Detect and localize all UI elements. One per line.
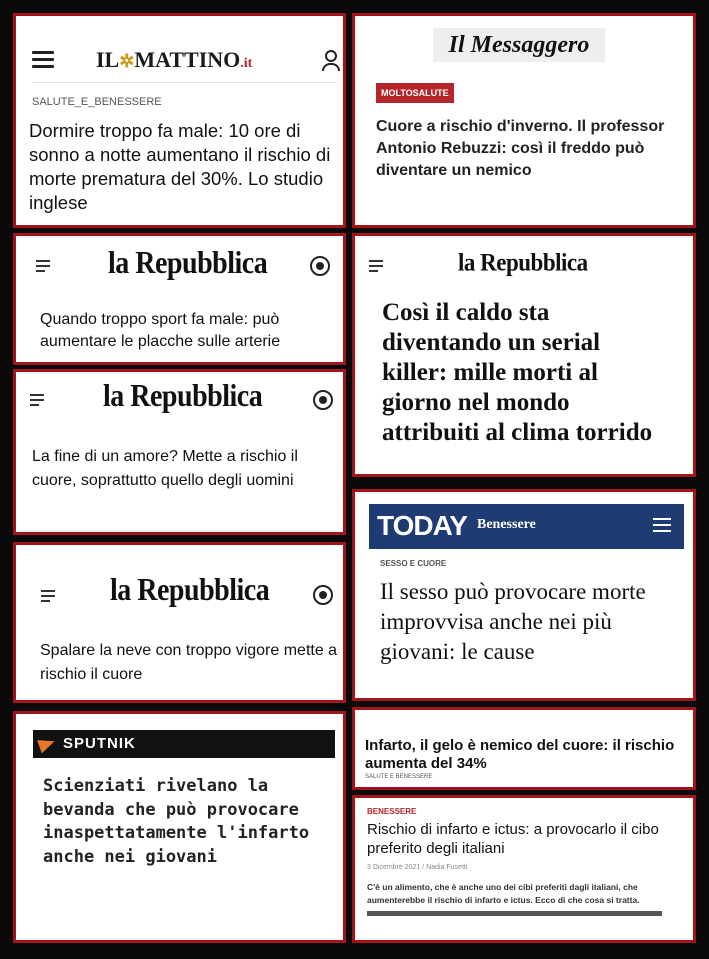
lead-text: C'è un alimento, che è anche uno dei cibi preferiti dagli italiani, che aumenterebbe il rischio di infarto e ictus. Ecco di che cosa si tratta. (367, 882, 640, 905)
menu-icon[interactable] (653, 518, 671, 532)
headline[interactable]: Il sesso può provocare morte improvvisa anche nei più giovani: le cause (380, 579, 646, 664)
messaggero-logo: Il Messaggero (433, 28, 605, 62)
headline[interactable]: Così il caldo sta diventando un serial killer: mille morti al giorno nel mondo attribuiti al clima torrido (382, 299, 653, 446)
today-panel[interactable] (352, 489, 696, 701)
repubblica-panel-2[interactable] (352, 233, 696, 477)
sputnik-panel[interactable] (13, 711, 346, 943)
moltosalute-badge: MOLTOSALUTE (376, 83, 454, 103)
gelo-panel[interactable] (352, 707, 696, 790)
account-icon[interactable] (310, 256, 330, 276)
headline[interactable]: Dormire troppo fa male: 10 ore di sonno a notte aumentano il rischio di morte prematura del 30%. Lo studio inglese (29, 120, 331, 213)
mattino-panel[interactable] (13, 13, 346, 228)
user-icon[interactable] (322, 50, 340, 70)
repubblica-panel-4[interactable] (13, 542, 346, 703)
sputnik-logo: SPUTNIK (63, 735, 136, 752)
sputnik-header (33, 730, 335, 758)
repubblica-logo: la Repubblica (110, 573, 270, 608)
sputnik-icon (37, 735, 57, 754)
menu-icon[interactable] (36, 260, 50, 275)
menu-icon[interactable] (32, 51, 54, 72)
headline[interactable]: Cuore a rischio d'inverno. Il professor Antonio Rebuzzi: così il freddo può diventare un nemico (376, 118, 665, 179)
account-icon[interactable] (313, 390, 333, 410)
category-label: BENESSERE (367, 807, 417, 816)
headline[interactable]: La fine di un amore? Mette a rischio il cuore, soprattutto quello degli uomini (32, 448, 298, 489)
repubblica-panel-3[interactable] (13, 369, 346, 535)
section-label: Benessere (477, 517, 536, 532)
headline[interactable]: Spalare la neve con troppo vigore mette a rischio il cuore (40, 642, 338, 683)
headline[interactable]: Infarto, il gelo è nemico del cuore: il rischio aumenta del 34% (365, 737, 675, 772)
category-label: SALUTE_E_BENESSERE (32, 96, 162, 108)
mattino-logo: IL✲MATTINO.it (96, 47, 253, 72)
menu-icon[interactable] (369, 260, 383, 275)
benessere-panel[interactable] (352, 795, 696, 943)
category-label: SESSO E CUORE (380, 559, 447, 568)
headline[interactable]: Rischio di infarto e ictus: a provocarlo il cibo preferito degli italiani (367, 821, 659, 857)
menu-icon[interactable] (41, 590, 55, 605)
sun-icon: ✲ (119, 51, 135, 71)
account-icon[interactable] (313, 585, 333, 605)
today-logo: TODAY (377, 510, 467, 541)
headline[interactable]: Quando troppo sport fa male: può aumentare le placche sulle arterie (40, 311, 281, 350)
date-author: 3 Dicembre 2021 / Nadia Fusetti (367, 864, 468, 871)
repubblica-logo: la Repubblica (458, 248, 588, 276)
menu-icon[interactable] (30, 394, 44, 409)
messaggero-panel[interactable] (352, 13, 696, 228)
article-image (367, 911, 662, 916)
today-header (369, 504, 684, 549)
repubblica-panel-1[interactable] (13, 233, 346, 365)
repubblica-logo: la Repubblica (103, 379, 263, 414)
headline[interactable]: Scienziati rivelano la bevanda che può provocare inaspettatamente l'infarto anche nei giovani (43, 776, 310, 867)
category-label: SALUTE E BENESSERE (365, 774, 433, 780)
repubblica-logo: la Repubblica (108, 246, 268, 281)
divider (32, 82, 337, 83)
